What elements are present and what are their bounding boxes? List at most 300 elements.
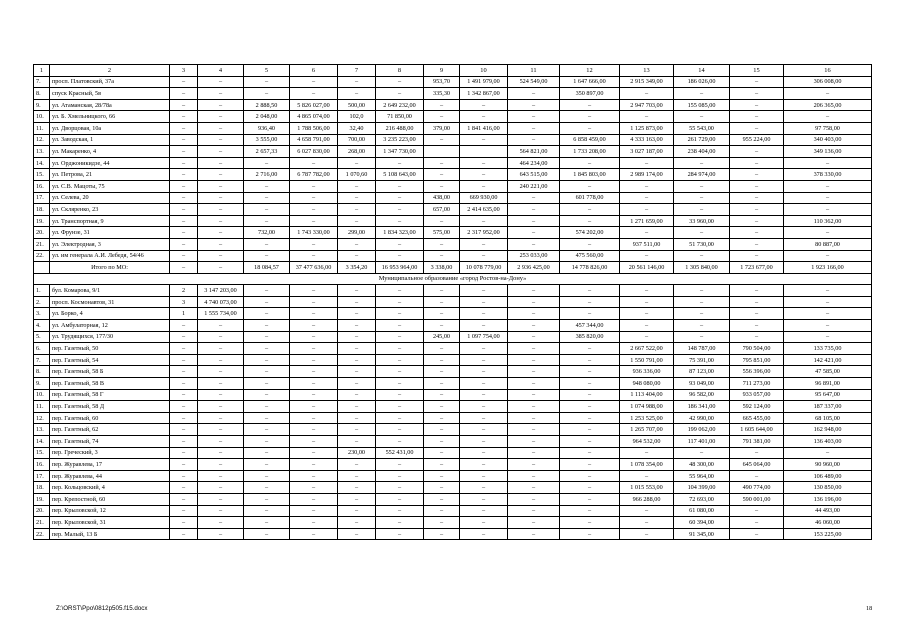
table-cell: 72 693,00 (674, 493, 730, 505)
table-cell: – (338, 528, 376, 540)
table-cell: 3 027 187,00 (620, 146, 674, 158)
table-cell: – (508, 436, 560, 448)
table-cell: – (674, 192, 730, 204)
table-cell: – (508, 493, 560, 505)
table-cell: 1 097 754,00 (460, 331, 508, 343)
table-cell: 42 990,00 (674, 412, 730, 424)
table-cell: – (376, 76, 424, 88)
table-cell: – (560, 204, 620, 216)
table-cell: – (244, 436, 290, 448)
table-cell: – (730, 180, 784, 192)
table-cell: – (338, 389, 376, 401)
table-cell: – (290, 343, 338, 355)
table-cell: – (376, 343, 424, 355)
table-cell: – (338, 320, 376, 332)
table-cell: – (170, 378, 198, 390)
table-row (34, 528, 872, 540)
table-cell: – (784, 447, 872, 459)
table-cell: – (424, 528, 460, 540)
table-cell: – (376, 528, 424, 540)
table-cell: – (290, 401, 338, 413)
table-cell: 1 015 553,00 (620, 482, 674, 494)
table-cell: – (784, 296, 872, 308)
table-cell: – (198, 146, 244, 158)
table-cell: – (244, 296, 290, 308)
table-cell: – (508, 366, 560, 378)
table-cell: – (460, 169, 508, 181)
table-cell: – (338, 401, 376, 413)
table-cell: 1 550 791,00 (620, 354, 674, 366)
table-cell: 1 605 644,00 (730, 424, 784, 436)
table-cell: 130 850,00 (784, 482, 872, 494)
table-cell: – (424, 482, 460, 494)
table-cell: 592 124,00 (730, 401, 784, 413)
table-cell: – (338, 157, 376, 169)
table-cell: пер. Газетный, 74 (50, 436, 170, 448)
table-cell: – (244, 424, 290, 436)
table-cell: 966 288,00 (620, 493, 674, 505)
table-row (34, 308, 872, 320)
table-cell: – (170, 250, 198, 262)
table-cell: 643 515,00 (508, 169, 560, 181)
table-cell: – (560, 354, 620, 366)
table-cell: – (376, 493, 424, 505)
table-cell: 18. (34, 204, 50, 216)
table-cell: – (560, 447, 620, 459)
table-cell: пер. Газетный, 50 (50, 343, 170, 355)
table-row (34, 401, 872, 413)
table-cell: 306 008,00 (784, 76, 872, 88)
table-cell: – (290, 215, 338, 227)
table-cell: – (674, 88, 730, 100)
table-cell: 2 716,00 (244, 169, 290, 181)
table-cell: 55 964,00 (674, 470, 730, 482)
table-row (34, 134, 872, 146)
table-cell: – (244, 204, 290, 216)
table-cell: – (198, 401, 244, 413)
table-row (34, 412, 872, 424)
table-cell: 953,70 (424, 76, 460, 88)
table-cell: пер. Журавлева, 17 (50, 459, 170, 471)
table-cell: 15. (34, 447, 50, 459)
table-row (34, 227, 872, 239)
table-cell: – (508, 134, 560, 146)
table-cell: ул. Петрова, 21 (50, 169, 170, 181)
table-cell: – (424, 180, 460, 192)
table-cell: – (460, 320, 508, 332)
table-cell: – (170, 215, 198, 227)
table-cell: – (338, 180, 376, 192)
table-cell: 238 404,00 (674, 146, 730, 158)
table-cell: – (338, 76, 376, 88)
table-cell: 1 253 525,00 (620, 412, 674, 424)
table-cell: – (508, 517, 560, 529)
table-cell: – (290, 204, 338, 216)
table-cell: – (730, 517, 784, 529)
table-cell: ул. Амбулаторная, 12 (50, 320, 170, 332)
table-cell: 51 730,00 (674, 238, 730, 250)
table-cell: – (620, 204, 674, 216)
table-cell: – (620, 331, 674, 343)
table-cell: – (424, 134, 460, 146)
table-cell: 20 561 146,00 (620, 262, 674, 274)
table-cell: – (290, 88, 338, 100)
table-cell: – (560, 493, 620, 505)
table-cell: 556 396,00 (730, 366, 784, 378)
table-cell: Итого по МО: (50, 262, 170, 274)
table-cell: – (198, 122, 244, 134)
table-cell: – (560, 366, 620, 378)
table-cell: – (424, 378, 460, 390)
table-cell: – (784, 308, 872, 320)
table-row (34, 447, 872, 459)
table-row (34, 378, 872, 390)
table-cell: 60 394,00 (674, 517, 730, 529)
table-cell: – (460, 285, 508, 297)
table-row (34, 331, 872, 343)
table-cell: – (290, 331, 338, 343)
table-cell: – (424, 389, 460, 401)
table-cell: – (338, 482, 376, 494)
table-cell: бул. Комарова, 9/1 (50, 285, 170, 297)
table-cell: – (170, 180, 198, 192)
table-cell: ул. Трудящихся, 177/30 (50, 331, 170, 343)
table-cell: – (376, 436, 424, 448)
table-cell: – (290, 517, 338, 529)
table-cell: – (198, 204, 244, 216)
table-cell: 1 555 734,00 (198, 308, 244, 320)
table-row (34, 146, 872, 158)
table-cell: – (198, 528, 244, 540)
table-cell: 5 108 643,00 (376, 169, 424, 181)
table-cell: – (424, 250, 460, 262)
table-cell: – (290, 389, 338, 401)
table-cell: – (290, 354, 338, 366)
table-cell: 936 336,00 (620, 366, 674, 378)
table-cell: пер. Журавлева, 44 (50, 470, 170, 482)
table-cell: – (730, 227, 784, 239)
table-cell: – (784, 227, 872, 239)
table-cell: 10 078 779,00 (460, 262, 508, 274)
table-cell: – (560, 343, 620, 355)
table-cell: 8. (34, 88, 50, 100)
table-cell: – (560, 378, 620, 390)
table-cell: 110 362,00 (784, 215, 872, 227)
table-row (34, 76, 872, 88)
table-cell: ул. Борко, 4 (50, 308, 170, 320)
table-cell: 2 947 703,00 (620, 99, 674, 111)
table-cell: 37 477 636,00 (290, 262, 338, 274)
table-row (34, 169, 872, 181)
table-cell: – (730, 88, 784, 100)
table-cell: 199 062,00 (674, 424, 730, 436)
table-cell: – (170, 389, 198, 401)
table-cell: – (338, 354, 376, 366)
table-cell: – (244, 285, 290, 297)
table-cell: 3 555,00 (244, 134, 290, 146)
table-cell: – (784, 111, 872, 123)
table-cell: – (244, 389, 290, 401)
table-cell: – (674, 250, 730, 262)
table-cell: – (424, 169, 460, 181)
table-cell: – (424, 401, 460, 413)
table-cell: – (424, 470, 460, 482)
table-cell: – (460, 447, 508, 459)
table-cell: 2 657,33 (244, 146, 290, 158)
table-cell: 11. (34, 401, 50, 413)
table-cell: – (460, 389, 508, 401)
table-cell: 6 027 830,00 (290, 146, 338, 158)
table-cell: – (170, 412, 198, 424)
table-cell: – (508, 285, 560, 297)
table-cell: 645 064,00 (730, 459, 784, 471)
table-cell: 1 743 330,00 (290, 227, 338, 239)
table-cell: 2 649 232,00 (376, 99, 424, 111)
table-cell: – (290, 285, 338, 297)
table-cell: 162 948,00 (784, 424, 872, 436)
table-row (34, 424, 872, 436)
table-cell: 7 (338, 65, 376, 77)
table-cell: ул. Транспортная, 9 (50, 215, 170, 227)
table-row (34, 192, 872, 204)
table-cell: – (460, 99, 508, 111)
table-row (34, 505, 872, 517)
table-cell: – (290, 482, 338, 494)
table-cell: пер. Малый, 13 Б (50, 528, 170, 540)
table-cell: 206 365,00 (784, 99, 872, 111)
table-cell: 1 845 803,00 (560, 169, 620, 181)
table-cell: 19. (34, 215, 50, 227)
table-cell: – (730, 204, 784, 216)
table-cell: 378 330,00 (784, 169, 872, 181)
table-row (34, 122, 872, 134)
table-cell: – (560, 505, 620, 517)
table-cell (424, 146, 460, 158)
table-cell: 245,00 (424, 331, 460, 343)
table-cell: 936,40 (244, 122, 290, 134)
table-row (34, 180, 872, 192)
table-cell: – (620, 528, 674, 540)
table-row (34, 436, 872, 448)
table-cell: – (198, 366, 244, 378)
table-cell: пер. Газетный, 58 Б (50, 366, 170, 378)
table-cell: 16 (784, 65, 872, 77)
table-cell: – (198, 238, 244, 250)
table-cell: 216 488,00 (376, 122, 424, 134)
table-cell: – (620, 320, 674, 332)
table-cell: 795 851,00 (730, 354, 784, 366)
table-cell: – (424, 308, 460, 320)
table-cell: – (424, 354, 460, 366)
table-cell: 3 147 203,00 (198, 285, 244, 297)
table-cell: – (620, 111, 674, 123)
table-cell: – (730, 99, 784, 111)
table-cell: – (170, 76, 198, 88)
table-cell: 155 085,00 (674, 99, 730, 111)
table-row (34, 204, 872, 216)
table-cell: – (560, 122, 620, 134)
table-cell: 438,00 (424, 192, 460, 204)
table-cell: 33 960,00 (674, 215, 730, 227)
table-cell: – (244, 412, 290, 424)
table-cell: – (560, 296, 620, 308)
table-cell: 6 858 459,00 (560, 134, 620, 146)
table-cell: – (198, 99, 244, 111)
table-cell: спуск Красный, 5в (50, 88, 170, 100)
table-cell: – (170, 157, 198, 169)
table-cell: – (170, 122, 198, 134)
table-cell: 133 735,00 (784, 343, 872, 355)
table-cell: – (338, 308, 376, 320)
table-cell: – (198, 412, 244, 424)
table-cell: – (508, 401, 560, 413)
table-cell: – (290, 366, 338, 378)
table-cell: 711 273,00 (730, 378, 784, 390)
table-cell: – (198, 505, 244, 517)
table-cell: – (244, 76, 290, 88)
table-cell: – (170, 192, 198, 204)
table-cell: – (170, 424, 198, 436)
table-cell: – (244, 378, 290, 390)
table-cell: 93 049,00 (674, 378, 730, 390)
table-cell: – (244, 343, 290, 355)
table-cell: пер. Крыловской, 31 (50, 517, 170, 529)
table-cell: – (460, 180, 508, 192)
table-cell: – (170, 88, 198, 100)
table-row (34, 366, 872, 378)
table-cell: ул. Макаренко, 4 (50, 146, 170, 158)
table-cell: – (620, 88, 674, 100)
table-cell: – (730, 146, 784, 158)
table-cell: – (460, 134, 508, 146)
table-cell: – (244, 459, 290, 471)
file-path: Z:\ORST\Ppo\0812p505.f15.docx (56, 605, 148, 612)
table-cell: 136 403,00 (784, 436, 872, 448)
table-cell: – (290, 412, 338, 424)
table-cell: – (170, 401, 198, 413)
table-row (34, 354, 872, 366)
table-cell: 574 202,00 (560, 227, 620, 239)
table-cell: – (376, 180, 424, 192)
table-cell: 48 300,00 (674, 459, 730, 471)
table-cell: – (674, 320, 730, 332)
table-cell: 22. (34, 250, 50, 262)
table-cell: – (784, 192, 872, 204)
table-cell: – (290, 505, 338, 517)
table-row (34, 517, 872, 529)
table-cell: 1 342 867,00 (460, 88, 508, 100)
table-cell: – (620, 180, 674, 192)
table-cell: – (290, 238, 338, 250)
table-cell: – (338, 412, 376, 424)
table-cell: ул. Заводская, 1 (50, 134, 170, 146)
table-cell: 61 080,00 (674, 505, 730, 517)
table-cell: – (620, 470, 674, 482)
table-cell: – (376, 215, 424, 227)
table-cell: 16. (34, 180, 50, 192)
table-cell: 6. (34, 343, 50, 355)
table-cell: 732,00 (244, 227, 290, 239)
table-cell: – (460, 436, 508, 448)
table-cell: 4 865 074,00 (290, 111, 338, 123)
table-cell: – (244, 320, 290, 332)
table-cell: 55 543,00 (674, 122, 730, 134)
table-cell: – (460, 470, 508, 482)
table-cell: – (560, 99, 620, 111)
table-cell: – (198, 436, 244, 448)
table-cell: – (244, 493, 290, 505)
table-cell: – (376, 482, 424, 494)
table-cell: – (730, 157, 784, 169)
table-cell: – (460, 308, 508, 320)
table-cell: – (560, 412, 620, 424)
table-cell: – (460, 111, 508, 123)
table-cell: 475 560,00 (560, 250, 620, 262)
table-cell: 2 (170, 285, 198, 297)
table-cell: – (290, 447, 338, 459)
table-cell: – (620, 308, 674, 320)
table-cell: – (198, 354, 244, 366)
table-cell: – (244, 470, 290, 482)
table-cell: – (784, 88, 872, 100)
table-cell: 1 113 404,00 (620, 389, 674, 401)
table-cell: – (620, 505, 674, 517)
table-cell: 9 (424, 65, 460, 77)
table-cell: – (674, 447, 730, 459)
table-cell: 96 891,00 (784, 378, 872, 390)
table-cell: – (508, 111, 560, 123)
table-cell: – (290, 296, 338, 308)
table-cell: ул. Скляренко, 23 (50, 204, 170, 216)
table-cell: 8 (376, 65, 424, 77)
table-cell: – (376, 320, 424, 332)
table-cell: – (244, 401, 290, 413)
table-cell: 1 305 840,00 (674, 262, 730, 274)
table-cell: 1 070,60 (338, 169, 376, 181)
table-cell: – (170, 204, 198, 216)
table-cell: 590 001,00 (730, 493, 784, 505)
table-cell: 240 221,00 (508, 180, 560, 192)
table-cell: – (244, 88, 290, 100)
table-cell: – (290, 470, 338, 482)
table-cell: 9. (34, 378, 50, 390)
table-cell: 948 080,00 (620, 378, 674, 390)
table-cell: 1 078 354,00 (620, 459, 674, 471)
table-cell: 552 431,00 (376, 447, 424, 459)
table-cell: 2 (50, 65, 170, 77)
table-cell: – (338, 192, 376, 204)
table-cell: 350 897,00 (560, 88, 620, 100)
table-cell: – (244, 366, 290, 378)
table-cell: – (198, 76, 244, 88)
table-cell: – (730, 505, 784, 517)
table-cell: – (508, 424, 560, 436)
table-cell: 20. (34, 227, 50, 239)
table-cell: – (460, 505, 508, 517)
table-cell: 1 125 873,00 (620, 122, 674, 134)
table-cell: – (198, 459, 244, 471)
table-cell: 12 (560, 65, 620, 77)
table-cell: – (290, 378, 338, 390)
table-cell: просп. Космонавтов, 31 (50, 296, 170, 308)
table-cell: – (290, 250, 338, 262)
table-cell: – (338, 493, 376, 505)
table-cell: – (198, 157, 244, 169)
table-cell: – (730, 528, 784, 540)
table-cell: – (376, 505, 424, 517)
table-cell: – (290, 180, 338, 192)
table-cell: – (338, 88, 376, 100)
